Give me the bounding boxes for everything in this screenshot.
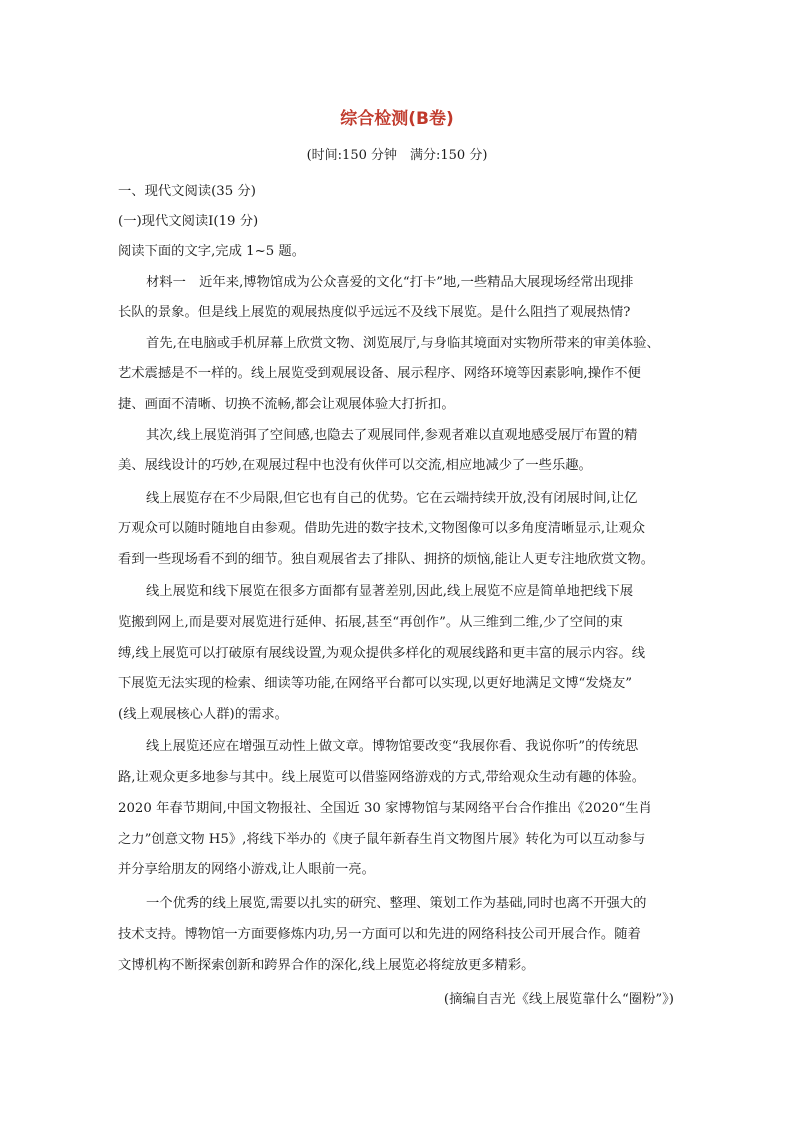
paragraph-line: 线上展览存在不少局限,但它也有自己的优势。它在云端持续开放,没有闭展时间,让亿	[146, 491, 638, 506]
paragraph-line: 线上展览和线下展览在很多方面都有显著差别,因此,线上展览不应是简单地把线下展	[146, 584, 634, 599]
page-title: 综合检测(B卷)	[340, 109, 454, 129]
article-source: (摘编自吉光《线上展览靠什么“圈粉”》)	[443, 992, 674, 1007]
paragraph-line: 艺术震撼是不一样的。线上展览受到观展设备、展示程序、网络环境等因素影响,操作不便	[118, 366, 641, 381]
paragraph-line: 线上展览还应在增强互动性上做文章。博物馆要改变“我展你看、我说你听”的传统思	[146, 739, 639, 754]
subsection-heading: (一)现代文阅读Ⅰ(19 分)	[118, 214, 259, 229]
paragraph-line: 2020 年春节期间,中国文物报社、全国近 30 家博物馆与某网络平台合作推出《2020“生肖	[118, 801, 652, 816]
paragraph-line: 路,让观众更多地参与其中。线上展览可以借鉴网络游戏的方式,带给观众生动有趣的体验。	[118, 770, 646, 785]
paragraph-line: 一个优秀的线上展览,需要以扎实的研究、整理、策划工作为基础,同时也离不开强大的	[146, 896, 647, 911]
section-heading: 一、现代文阅读(35 分)	[118, 184, 256, 199]
paragraph-line: 之力”创意文物 H5》,将线下举办的《庚子鼠年新春生肖文物图片展》转化为可以互动参与	[118, 832, 646, 847]
paragraph-line: 万观众可以随时随地自由参观。借助先进的数字技术,文物图像可以多角度清晰显示,让观众	[118, 521, 646, 536]
paragraph-line: 技术支持。博物馆一方面要修炼内功,另一方面可以和先进的网络科技公司开展合作。随着	[118, 927, 641, 942]
reading-instruction: 阅读下面的文字,完成 1~5 题。	[118, 244, 306, 259]
paragraph-line: 览搬到网上,而是要对展览进行延伸、拓展,甚至“再创作”。从三维到二维,少了空间的束	[118, 615, 623, 630]
paragraph-line: 文博机构不断探索创新和跨界合作的深化,线上展览必将绽放更多精彩。	[118, 958, 535, 973]
paragraph-line: 美、展线设计的巧妙,在观展过程中也没有伙伴可以交流,相应地减少了一些乐趣。	[118, 458, 592, 473]
paragraph-line: 材料一 近年来,博物馆成为公众喜爱的文化“打卡”地,一些精品大展现场经常出现排	[146, 275, 634, 290]
paragraph-line: 缚,线上展览可以打破原有展线设置,为观众提供多样化的观展线路和更丰富的展示内容。线	[118, 646, 646, 661]
paragraph-line: (线上观展核心人群)的需求。	[118, 707, 288, 722]
paragraph-line: 长队的景象。但是线上展览的观展热度似乎远远不及线下展览。是什么阻挡了观展热情?	[118, 305, 631, 320]
paragraph-line: 首先,在电脑或手机屏幕上欣赏文物、浏览展厅,与身临其境面对实物所带来的审美体验、	[146, 336, 660, 351]
paragraph-line: 并分享给朋友的网络小游戏,让人眼前一亮。	[118, 862, 375, 877]
paragraph-line: 捷、画面不清晰、切换不流畅,都会让观展体验大打折扣。	[118, 397, 455, 412]
paragraph-line: 下展览无法实现的检索、细读等功能,在网络平台都可以实现,以更好地满足文博“发烧友”	[118, 676, 633, 691]
paragraph-line: 其次,线上展览消弭了空间感,也隐去了观展同伴,参观者难以直观地感受展厅布置的精	[146, 428, 638, 443]
paragraph-line: 看到一些现场看不到的细节。独自观展省去了排队、拥挤的烦恼,能让人更专注地欣赏文物。	[118, 552, 655, 567]
exam-time-score: (时间:150 分钟 满分:150 分)	[306, 148, 488, 163]
